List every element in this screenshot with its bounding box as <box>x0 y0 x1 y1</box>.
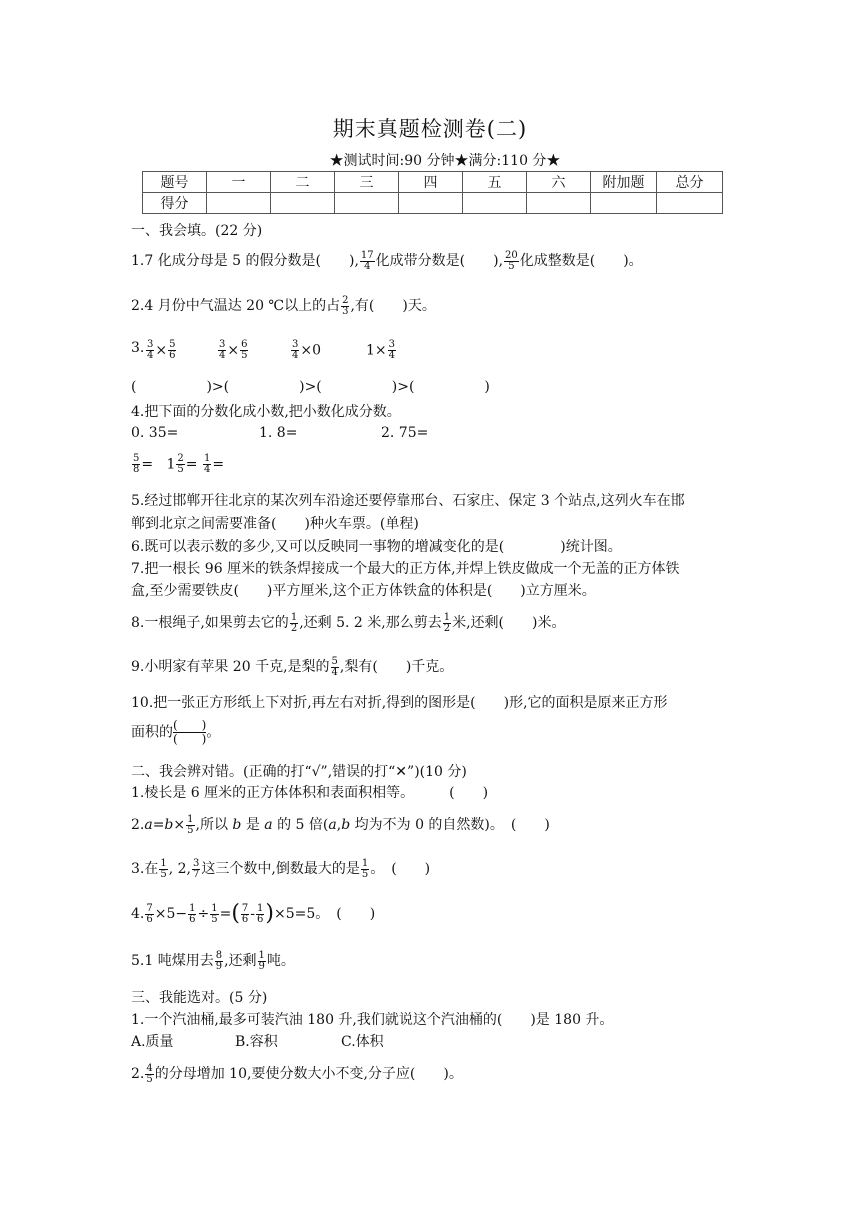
numerator: 17 <box>360 249 374 261</box>
numerator: 7 <box>146 902 153 914</box>
fraction <box>132 454 140 475</box>
fraction <box>168 340 176 361</box>
table-cell: 三 <box>335 172 399 193</box>
numerator: 3 <box>388 339 396 350</box>
text: 2. <box>131 817 145 833</box>
numerator: 3 <box>147 339 154 350</box>
score-table-score-row <box>143 193 723 214</box>
text: ×5− <box>154 906 188 922</box>
text: 化成整数是( )。 <box>519 253 643 269</box>
question-1-5-line2: 郸到北京之间需要准备( )种火车票。(单程) <box>131 516 419 532</box>
score-input-cell[interactable] <box>591 193 657 214</box>
numerator: 8 <box>215 949 223 961</box>
text: ) <box>265 901 274 926</box>
denominator: 4 <box>203 464 211 475</box>
numerator: 3 <box>193 857 200 869</box>
text: ,梨有( )千克。 <box>339 659 454 675</box>
numerator: 3 <box>292 339 299 350</box>
denominator: 2 <box>290 622 298 634</box>
option-a[interactable]: A.质量 <box>131 1034 174 1050</box>
score-input-cell[interactable] <box>271 193 335 214</box>
numerator: 1 <box>258 949 265 961</box>
text: = <box>219 906 232 922</box>
text: × <box>155 342 168 359</box>
denominator: 4 <box>292 350 299 361</box>
fraction <box>331 657 339 678</box>
table-cell: 一 <box>207 172 271 193</box>
fraction <box>210 904 218 925</box>
fraction <box>215 951 223 972</box>
table-cell: 总分 <box>657 172 723 193</box>
expression-1 <box>145 340 177 361</box>
fraction <box>388 340 396 361</box>
score-input-cell[interactable] <box>335 193 399 214</box>
denominator: 8 <box>133 464 140 475</box>
fraction-conversions <box>131 454 224 475</box>
table-cell: 得分 <box>143 193 207 214</box>
denominator-blank[interactable]: ( ) <box>173 732 207 746</box>
question-1-4: 4.把下面的分数化成小数,把小数化成分数。 <box>131 404 401 420</box>
score-input-cell[interactable] <box>207 193 271 214</box>
text: 5.1 吨煤用去 <box>131 953 214 969</box>
text: a <box>264 817 273 833</box>
fraction <box>145 1064 153 1085</box>
text: 化成带分数是( ), <box>375 253 504 269</box>
denominator: 4 <box>388 350 396 361</box>
question-2-3 <box>131 858 430 880</box>
numerator: 3 <box>219 339 226 350</box>
question-2-1: 1.棱长是 6 厘米的正方体体积和表面积相等。 ( ) <box>131 785 489 801</box>
text: × <box>227 342 240 359</box>
table-cell: 五 <box>463 172 527 193</box>
text: ×5=5。 ( ) <box>274 906 376 922</box>
text: 1.7 化成分母是 5 的假分数是( ), <box>131 253 359 269</box>
numerator: 1 <box>257 902 264 914</box>
numerator: 1 <box>187 813 194 825</box>
text: 均为不为 0 的自然数)。 ( ) <box>350 817 550 833</box>
table-cell: 二 <box>271 172 335 193</box>
question-1-8 <box>131 612 565 634</box>
section3-heading: 三、我能选对。(5 分) <box>131 990 268 1006</box>
denominator: 5 <box>146 1073 153 1085</box>
fraction <box>218 340 226 361</box>
score-input-cell[interactable] <box>527 193 591 214</box>
question-1-10-line1: 10.把一张正方形纸上下对折,再左右对折,得到的图形是( )形,它的面积是原来正方形 <box>131 695 668 711</box>
expression-3 <box>290 340 321 361</box>
text: 3. <box>131 340 145 356</box>
expression-4 <box>366 340 397 361</box>
section1-heading: 一、我会填。(22 分) <box>131 223 263 239</box>
fraction <box>240 340 248 361</box>
question-1-10-line2 <box>131 719 220 746</box>
question-1-9 <box>131 656 453 678</box>
question-3-2 <box>131 1063 463 1085</box>
denominator: 5 <box>361 868 369 880</box>
decimal-3: 2. 75= <box>381 425 429 441</box>
exam-info: ★测试时间:90 分钟★满分:110 分★ <box>295 150 595 172</box>
text: ÷ <box>197 906 210 922</box>
text: ,还剩 5. 2 米,那么剪去 <box>299 615 442 631</box>
text: b <box>232 817 242 833</box>
fraction <box>186 815 194 836</box>
denominator: 5 <box>187 824 194 836</box>
blank-fraction[interactable] <box>173 719 206 746</box>
fraction <box>291 340 299 361</box>
denominator: 3 <box>342 305 349 317</box>
text: 8.一根绳子,如果剪去它的 <box>131 615 289 631</box>
question-1-7-line1: 7.把一根长 96 厘米的铁条焊接成一个最大的正方体,并焊上铁皮做成一个无盖的正方体铁 <box>131 561 680 577</box>
text: 面积的 <box>131 724 173 741</box>
denominator: 5 <box>160 868 167 880</box>
denominator: 6 <box>241 913 249 925</box>
text: 1 <box>166 456 176 473</box>
denominator: 9 <box>215 960 223 972</box>
score-input-cell[interactable] <box>463 193 527 214</box>
fraction <box>361 859 369 880</box>
numerator: 1 <box>203 453 211 464</box>
question-1-2 <box>131 295 436 317</box>
text: = <box>141 456 154 473</box>
text: 。 ( ) <box>370 861 431 877</box>
text: 吨。 <box>266 953 295 969</box>
numerator: 7 <box>241 902 249 914</box>
denominator: 5 <box>211 913 218 925</box>
text: a <box>328 817 337 833</box>
numerator: 1 <box>160 857 167 869</box>
text: 9.小明家有苹果 20 千克,是梨的 <box>131 659 330 675</box>
numerator: 1 <box>443 611 451 623</box>
denominator: 6 <box>257 913 264 925</box>
numerator: 5 <box>331 655 338 667</box>
fraction <box>504 251 519 272</box>
fraction <box>360 251 375 272</box>
question-1-6: 6.既可以表示数的多少,又可以反映同一事物的增减变化的是( )统计图。 <box>131 539 622 555</box>
question-2-5 <box>131 950 295 972</box>
denominator: 4 <box>219 350 226 361</box>
question-1-3 <box>131 340 144 356</box>
question-2-2 <box>131 814 550 836</box>
text: = <box>212 456 225 473</box>
numerator-blank[interactable]: ( ) <box>173 718 207 732</box>
denominator: 6 <box>146 913 153 925</box>
denominator: 5 <box>508 260 515 272</box>
numerator: 4 <box>146 1062 153 1074</box>
denominator: 7 <box>193 868 200 880</box>
fraction <box>256 904 264 925</box>
text: 2.4 月份中气温达 20 ℃以上的占 <box>131 298 341 314</box>
fraction <box>159 859 167 880</box>
score-input-cell[interactable] <box>399 193 463 214</box>
denominator: 4 <box>147 350 154 361</box>
text: 这三个数中,倒数最大的是 <box>201 861 360 877</box>
numerator: 5 <box>169 339 176 350</box>
denominator: 4 <box>364 260 371 272</box>
text: ( <box>231 901 240 926</box>
text: 3.在 <box>131 861 159 877</box>
text: 的分母增加 10,要使分数大小不变,分子应( )。 <box>154 1066 463 1082</box>
denominator: 5 <box>177 464 184 475</box>
table-cell: 题号 <box>143 172 207 193</box>
question-2-4 <box>131 903 375 925</box>
fraction <box>188 904 196 925</box>
numerator: 1 <box>189 902 196 914</box>
text: ,所以 <box>195 817 233 833</box>
fraction <box>192 859 200 880</box>
numerator: 1 <box>290 611 298 623</box>
denominator: 4 <box>331 666 338 678</box>
option-b[interactable]: B.容积 <box>235 1034 278 1050</box>
fraction <box>443 613 451 634</box>
option-c[interactable]: C.体积 <box>341 1034 384 1050</box>
score-table-header-row <box>143 172 723 193</box>
question-1-7-line2: 盒,至少需要铁皮( )平方厘米,这个正方体铁盒的体积是( )立方厘米。 <box>131 583 596 599</box>
decimal-1: 0. 35= <box>131 425 179 441</box>
fraction <box>203 454 211 475</box>
numerator: 6 <box>241 339 248 350</box>
text: a=b× <box>144 817 186 833</box>
expression-2 <box>217 340 249 361</box>
text: 1× <box>366 342 387 359</box>
table-cell: 四 <box>399 172 463 193</box>
numerator: 5 <box>133 453 140 464</box>
text: 。 <box>206 724 221 741</box>
score-table <box>142 171 723 214</box>
denominator: 2 <box>443 622 451 634</box>
text: ,还剩 <box>224 953 257 969</box>
section2-heading: 二、我会辨对错。(正确的打“√”,错误的打“✕”)(10 分) <box>131 764 467 780</box>
question-1-5-line1: 5.经过邯郸开往北京的某次列车沿途还要停靠邢台、石家庄、保定 3 个站点,这列火车在邯 <box>131 493 685 509</box>
text: - <box>250 906 256 922</box>
text: ,有( )天。 <box>350 298 436 314</box>
fraction <box>341 296 349 317</box>
text: , <box>336 817 342 833</box>
table-cell: 六 <box>527 172 591 193</box>
numerator: 20 <box>505 249 518 261</box>
fraction <box>176 454 184 475</box>
order-blanks[interactable]: ( )>( )>( )>( ) <box>131 379 490 395</box>
text: , 2, <box>168 861 191 877</box>
denominator: 6 <box>189 913 196 925</box>
fraction <box>258 951 266 972</box>
numerator: 2 <box>342 294 349 306</box>
text: 2. <box>131 1066 145 1082</box>
decimal-2: 1. 8= <box>259 425 298 441</box>
fraction <box>241 904 249 925</box>
fraction <box>290 613 298 634</box>
fraction <box>145 904 153 925</box>
score-input-cell[interactable] <box>657 193 723 214</box>
numerator: 1 <box>361 857 369 869</box>
question-1-1 <box>131 250 643 272</box>
text: b <box>341 817 351 833</box>
numerator: 2 <box>177 453 184 464</box>
text: 米,还剩( )米。 <box>452 615 566 631</box>
page-title: 期末真题检测卷(二) <box>332 117 528 141</box>
text: 4. <box>131 906 145 922</box>
text: ×0 <box>300 342 322 359</box>
fraction <box>146 340 154 361</box>
denominator: 6 <box>169 350 176 361</box>
denominator: 9 <box>258 960 265 972</box>
text: 是 <box>241 817 265 833</box>
text: 的 5 倍( <box>272 817 329 833</box>
denominator: 5 <box>241 350 248 361</box>
numerator: 1 <box>211 902 218 914</box>
question-3-1: 1.一个汽油桶,最多可装汽油 180 升,我们就说这个汽油桶的( )是 180 升。 <box>131 1012 614 1028</box>
text: = <box>185 456 198 473</box>
table-cell: 附加题 <box>591 172 657 193</box>
